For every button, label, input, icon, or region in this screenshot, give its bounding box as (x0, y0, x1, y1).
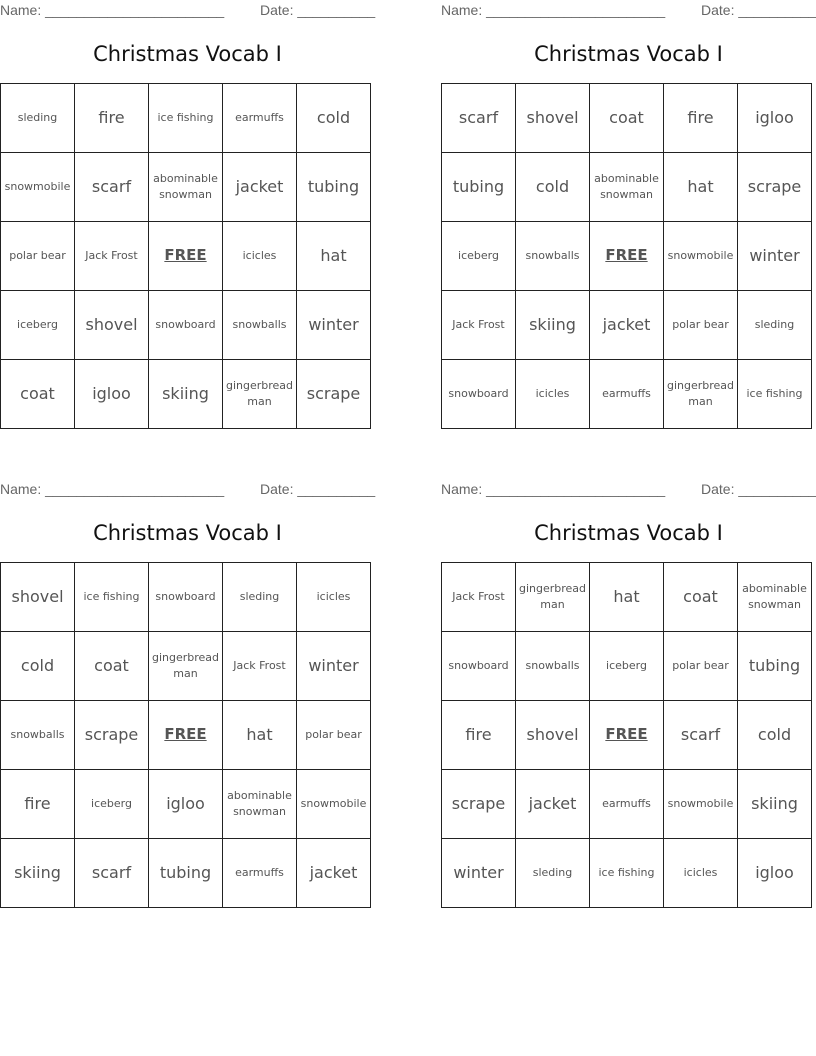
grid-row (442, 839, 812, 908)
bingo-cell: igloo (149, 770, 223, 839)
bingo-cell: gingerbread man (223, 360, 297, 429)
bingo-cell: earmuffs (590, 770, 664, 839)
free-space: FREE (590, 222, 664, 291)
bingo-cell: scarf (75, 839, 149, 908)
bingo-cell: skiing (1, 839, 75, 908)
date-field: Date: __________ (701, 481, 816, 497)
bingo-cell: iceberg (75, 770, 149, 839)
bingo-cell: Jack Frost (442, 563, 516, 632)
bingo-cell: icicles (223, 222, 297, 291)
bingo-cell: earmuffs (223, 84, 297, 153)
bingo-cell: abominable snowman (223, 770, 297, 839)
grid-row (442, 84, 812, 153)
bingo-cell: gingerbread man (664, 360, 738, 429)
bingo-cell: shovel (516, 701, 590, 770)
bingo-cell: ice fishing (590, 839, 664, 908)
bingo-grid (0, 83, 371, 429)
bingo-cell: igloo (738, 84, 812, 153)
bingo-cell: snowballs (516, 632, 590, 701)
bingo-cell: sleding (1, 84, 75, 153)
bingo-cell: cold (1, 632, 75, 701)
bingo-cell: snowboard (149, 291, 223, 360)
bingo-cell: Jack Frost (75, 222, 149, 291)
bingo-cell: winter (297, 291, 371, 360)
grid-row (1, 222, 371, 291)
bingo-cell: skiing (516, 291, 590, 360)
bingo-cell: scarf (442, 84, 516, 153)
bingo-cell: icicles (297, 563, 371, 632)
bingo-cell: snowboard (442, 360, 516, 429)
name-field: Name: _______________________ (0, 481, 225, 497)
name-field: Name: _______________________ (441, 2, 666, 18)
card-header (0, 0, 375, 22)
grid-row (442, 153, 812, 222)
bingo-cell: igloo (738, 839, 812, 908)
bingo-cell: ice fishing (149, 84, 223, 153)
bingo-cell: winter (297, 632, 371, 701)
bingo-cell: abominable snowman (149, 153, 223, 222)
grid-row (1, 701, 371, 770)
bingo-cell: igloo (75, 360, 149, 429)
bingo-cell: icicles (664, 839, 738, 908)
bingo-cell: fire (664, 84, 738, 153)
bingo-cell: snowmobile (1, 153, 75, 222)
bingo-cell: snowboard (149, 563, 223, 632)
bingo-cell: earmuffs (223, 839, 297, 908)
bingo-cell: jacket (297, 839, 371, 908)
bingo-cell: polar bear (1, 222, 75, 291)
bingo-cell: hat (664, 153, 738, 222)
bingo-cell: fire (1, 770, 75, 839)
bingo-cell: tubing (149, 839, 223, 908)
grid-row (1, 84, 371, 153)
bingo-cell: fire (442, 701, 516, 770)
bingo-cell: iceberg (590, 632, 664, 701)
bingo-cell: fire (75, 84, 149, 153)
bingo-cell: sleding (516, 839, 590, 908)
card-header (441, 479, 816, 501)
date-field: Date: __________ (260, 2, 376, 18)
bingo-cell: snowboard (442, 632, 516, 701)
bingo-cell: Jack Frost (442, 291, 516, 360)
bingo-cell: shovel (1, 563, 75, 632)
bingo-cell: tubing (297, 153, 371, 222)
card-title: Christmas Vocab I (93, 521, 282, 545)
grid-row (442, 222, 812, 291)
bingo-cell: ice fishing (75, 563, 149, 632)
grid-row (442, 701, 812, 770)
card-header (441, 0, 816, 22)
free-space: FREE (590, 701, 664, 770)
bingo-cell: winter (738, 222, 812, 291)
bingo-cell: cold (738, 701, 812, 770)
bingo-cell: gingerbread man (149, 632, 223, 701)
bingo-cell: ice fishing (738, 360, 812, 429)
bingo-cell: polar bear (297, 701, 371, 770)
free-space: FREE (149, 701, 223, 770)
bingo-cell: snowballs (1, 701, 75, 770)
bingo-cell: scarf (664, 701, 738, 770)
grid-row (442, 770, 812, 839)
grid-row (1, 153, 371, 222)
grid-row (1, 291, 371, 360)
bingo-cell: skiing (149, 360, 223, 429)
bingo-cell: polar bear (664, 291, 738, 360)
bingo-cell: iceberg (1, 291, 75, 360)
grid-row (442, 291, 812, 360)
bingo-cell: coat (590, 84, 664, 153)
bingo-cell: snowmobile (664, 770, 738, 839)
grid-row (442, 563, 812, 632)
date-field: Date: __________ (701, 2, 816, 18)
bingo-cell: snowmobile (664, 222, 738, 291)
bingo-grid (441, 83, 812, 429)
bingo-cell: jacket (516, 770, 590, 839)
bingo-cell: Jack Frost (223, 632, 297, 701)
bingo-cell: tubing (442, 153, 516, 222)
bingo-cell: cold (297, 84, 371, 153)
grid-row (1, 839, 371, 908)
name-field: Name: _______________________ (0, 2, 225, 18)
bingo-cell: snowballs (516, 222, 590, 291)
card-title: Christmas Vocab I (534, 42, 723, 66)
bingo-cell: scrape (738, 153, 812, 222)
bingo-cell: abominable snowman (738, 563, 812, 632)
bingo-cell: scrape (75, 701, 149, 770)
grid-row (442, 632, 812, 701)
bingo-cell: skiing (738, 770, 812, 839)
bingo-grid (441, 562, 812, 908)
bingo-cell: snowmobile (297, 770, 371, 839)
bingo-cell: winter (442, 839, 516, 908)
bingo-cell: coat (75, 632, 149, 701)
bingo-cell: sleding (223, 563, 297, 632)
bingo-cell: earmuffs (590, 360, 664, 429)
bingo-cell: hat (297, 222, 371, 291)
bingo-cell: scarf (75, 153, 149, 222)
bingo-cell: sleding (738, 291, 812, 360)
card-title: Christmas Vocab I (93, 42, 282, 66)
bingo-cell: polar bear (664, 632, 738, 701)
grid-row (1, 632, 371, 701)
bingo-cell: hat (223, 701, 297, 770)
free-space: FREE (149, 222, 223, 291)
bingo-grid (0, 562, 371, 908)
grid-row (1, 360, 371, 429)
bingo-cell: coat (664, 563, 738, 632)
grid-row (1, 770, 371, 839)
bingo-cell: snowballs (223, 291, 297, 360)
date-field: Date: __________ (260, 481, 376, 497)
bingo-cell: shovel (75, 291, 149, 360)
bingo-cell: tubing (738, 632, 812, 701)
card-title: Christmas Vocab I (534, 521, 723, 545)
name-field: Name: _______________________ (441, 481, 666, 497)
grid-row (442, 360, 812, 429)
bingo-cell: jacket (223, 153, 297, 222)
bingo-cell: gingerbread man (516, 563, 590, 632)
card-header (0, 479, 375, 501)
bingo-cell: abominable snowman (590, 153, 664, 222)
bingo-cell: scrape (442, 770, 516, 839)
bingo-cell: scrape (297, 360, 371, 429)
bingo-cell: coat (1, 360, 75, 429)
grid-row (1, 563, 371, 632)
bingo-cell: shovel (516, 84, 590, 153)
bingo-cell: icicles (516, 360, 590, 429)
bingo-cell: hat (590, 563, 664, 632)
bingo-cell: cold (516, 153, 590, 222)
bingo-cell: iceberg (442, 222, 516, 291)
bingo-cell: jacket (590, 291, 664, 360)
